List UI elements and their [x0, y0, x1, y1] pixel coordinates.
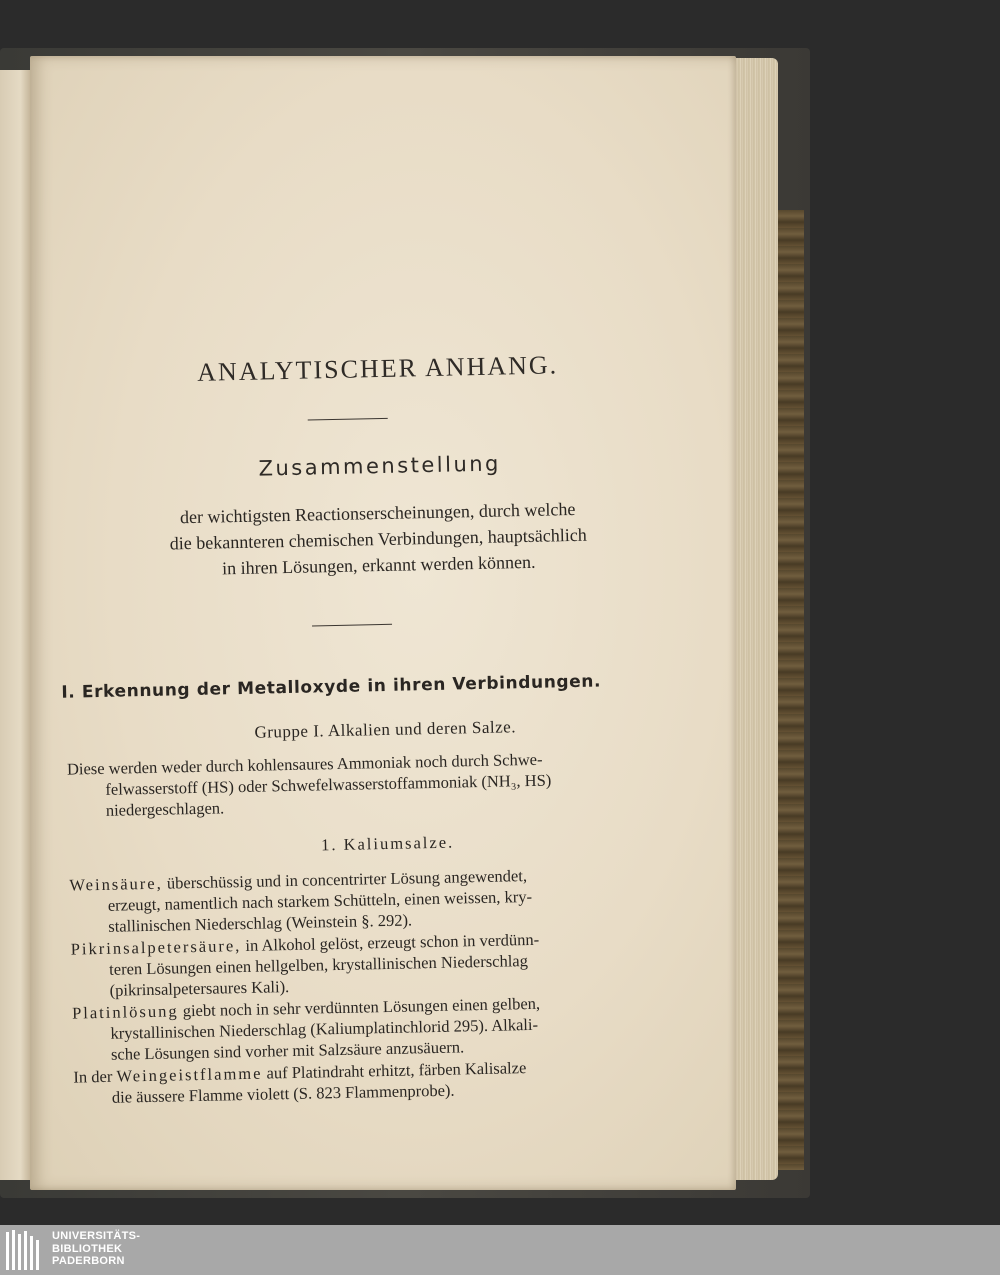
- text-line: erzeugt, namentlich nach starkem Schütteln, einen weissen, kry-: [107, 886, 533, 915]
- term: Weingeistflamme: [116, 1063, 263, 1086]
- text-line: niedergeschlagen.: [105, 798, 225, 820]
- page-subtitle: Zusammenstellung: [258, 451, 502, 481]
- text: In der: [73, 1066, 117, 1087]
- section-heading: I. Erkennung der Metalloxyde in ihren Verbindungen.: [61, 671, 602, 703]
- term: Platinlösung: [71, 1001, 179, 1023]
- group-heading: Gruppe I. Alkalien und deren Salze.: [254, 717, 517, 742]
- text: überschüssig und in concentrirter Lösung angewendet,: [162, 866, 528, 893]
- divider: [308, 418, 388, 421]
- paragraph-weinsaeure: [69, 862, 660, 937]
- paragraph-pikrinsalpetersaeure: [71, 926, 662, 1001]
- text-line: teren Lösungen einen hellgelben, krystallinischen Niederschlag: [108, 951, 529, 979]
- book-spine: [778, 210, 804, 1170]
- text-line: Diese werden weder durch kohlensaures Ammoniak noch durch Schwe-: [66, 749, 543, 779]
- library-logo-text: [52, 1230, 140, 1268]
- text-line: die äussere Flamme violett (S. 823 Flammenprobe).: [111, 1080, 455, 1107]
- text: auf Platindraht erhitzt, färben Kalisalze: [262, 1058, 527, 1083]
- page-title: ANALYTISCHER ANHANG.: [196, 350, 559, 387]
- intro-paragraph: [67, 746, 658, 821]
- description: [67, 494, 688, 585]
- term: Weinsäure,: [69, 873, 163, 895]
- logo-line: PADERBORN: [52, 1255, 125, 1267]
- description-line: der wichtigsten Reactionserscheinungen, durch welche: [179, 498, 576, 528]
- subgroup-heading: 1. Kaliumsalze.: [320, 832, 455, 855]
- text: giebt noch in sehr verdünnten Lösungen einen gelben,: [178, 993, 541, 1021]
- text-line: krystallinischen Niederschlag (Kaliumplatinchlorid 295). Alkali-: [110, 1014, 539, 1043]
- text-line: stallinischen Niederschlag (Weinstein §. 292).: [108, 910, 413, 936]
- book-page: [30, 56, 736, 1190]
- logo-line: BIBLIOTHEK: [52, 1242, 123, 1255]
- logo-line: UNIVERSITÄTS-: [52, 1230, 141, 1242]
- page-content: [18, 49, 748, 1198]
- library-logo-icon: [4, 1228, 44, 1272]
- text-line: felwasserstoff (HS) oder Schwefelwasserstoffammoniak (NH₃, HS): [105, 770, 552, 799]
- description-line: in ihren Lösungen, erkannt werden können.: [221, 551, 536, 579]
- term: Pikrinsalpetersäure,: [70, 936, 242, 959]
- text-line: sche Lösungen sind vorher mit Salzsäure anzusäuern.: [110, 1037, 465, 1064]
- library-footer: [0, 1225, 1000, 1275]
- text: in Alkohol gelöst, erzeugt schon in verdünn-: [241, 929, 540, 956]
- divider: [312, 624, 392, 627]
- text-line: (pikrinsalpetersaures Kali).: [109, 977, 290, 1000]
- paragraph-platinloesung: [72, 990, 663, 1065]
- description-line: die bekannteren chemischen Verbindungen, hauptsächlich: [169, 524, 587, 554]
